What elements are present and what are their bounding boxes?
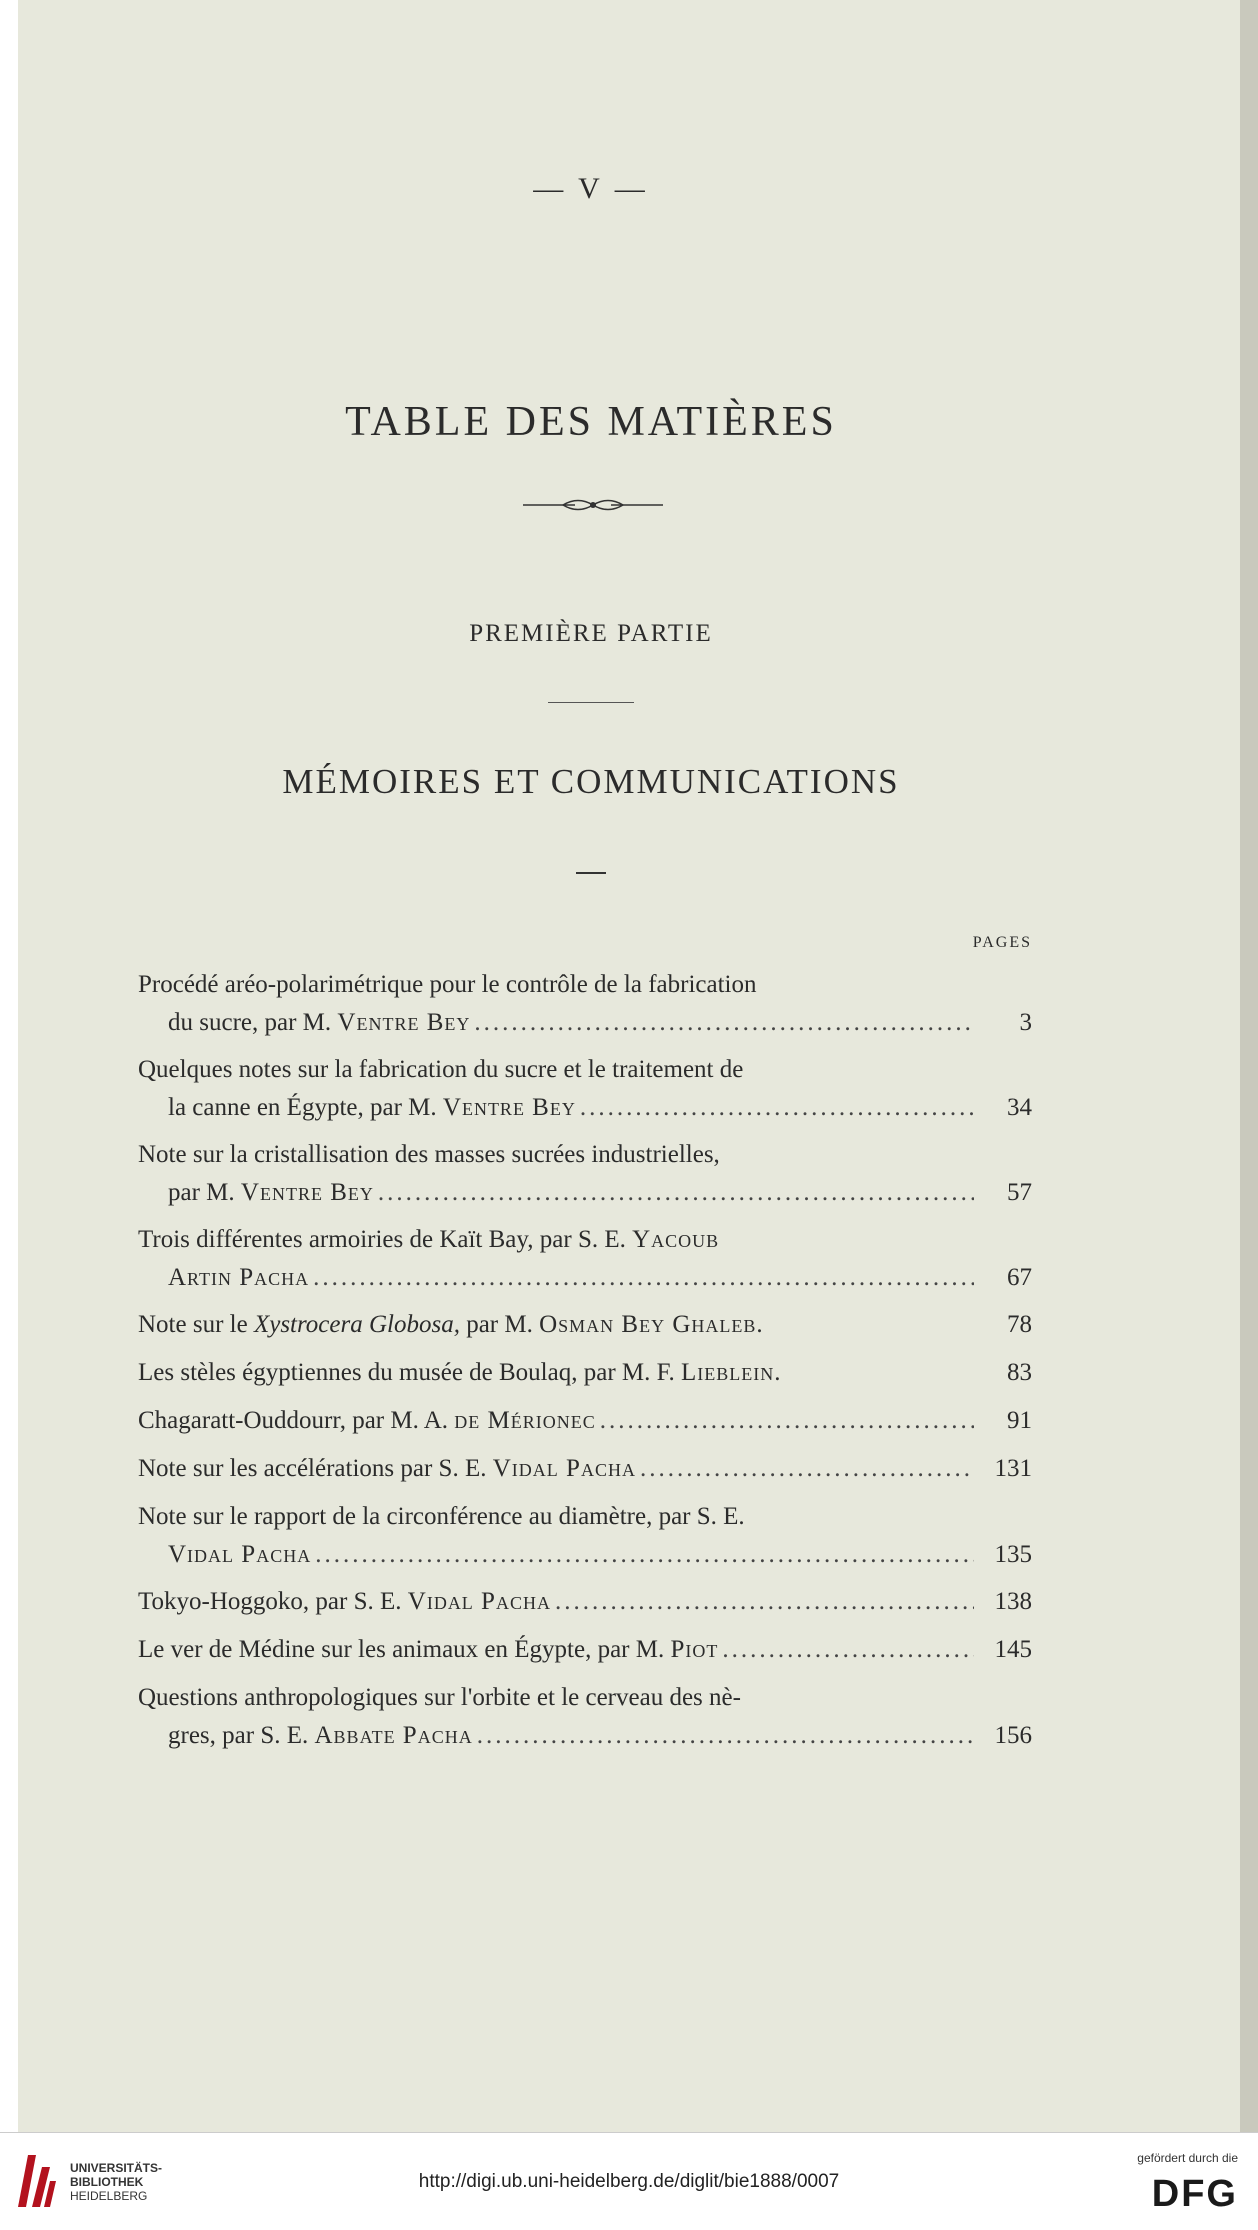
toc-entry-title: la canne en Égypte, par M. <box>168 1094 443 1121</box>
funding-label: gefördert durch die <box>1137 2151 1238 2165</box>
page-edge <box>1240 0 1258 2132</box>
toc-entry <box>138 1679 1032 1755</box>
toc-entry <box>138 1051 1032 1127</box>
toc-entry-author: Vidal Pacha <box>407 1588 551 1615</box>
short-rule <box>548 702 634 703</box>
section-title: MÉMOIRES ET COMMUNICATIONS <box>282 762 900 801</box>
toc-entry-page: 83 <box>1007 1359 1032 1386</box>
leader-dots <box>378 1174 974 1212</box>
leader-dots <box>313 1259 974 1297</box>
toc-entry-title: Trois différentes armoiries de Kaït Bay, par S. E. <box>138 1226 633 1253</box>
toc-entry-page: 78 <box>1007 1311 1032 1338</box>
leader-dots <box>722 1631 974 1669</box>
toc-entry-author: Piot <box>670 1636 719 1663</box>
toc-entry-page: 138 <box>994 1588 1032 1615</box>
toc-entry-page: 145 <box>994 1636 1032 1663</box>
toc-entry <box>138 1402 1032 1440</box>
toc-entry-page: 67 <box>1007 1264 1032 1291</box>
leader-dots <box>600 1402 974 1440</box>
table-of-contents <box>138 966 1032 1764</box>
toc-entry-page: 135 <box>994 1541 1032 1568</box>
toc-entry-author: Lieblein <box>681 1359 775 1386</box>
toc-entry-title: par M. <box>168 1179 241 1206</box>
page-title: TABLE DES MATIÈRES <box>345 399 837 445</box>
ornament-divider-icon <box>523 494 663 516</box>
toc-entry-title: par M. <box>459 1311 540 1338</box>
leader-dots <box>555 1583 974 1621</box>
toc-entry-page: 91 <box>1007 1407 1032 1434</box>
toc-entry-title: Les stèles égyptiennes du musée de Boulaq, par M. F. <box>138 1359 682 1386</box>
leader-dots <box>580 1089 974 1127</box>
toc-entry-title: Le ver de Médine sur les animaux en Égypte, par M. <box>138 1636 671 1663</box>
toc-entry <box>138 1631 1032 1669</box>
library-name: UNIVERSITÄTS- BIBLIOTHEK HEIDELBERG <box>70 2161 163 2203</box>
leader-dots <box>474 1004 974 1042</box>
toc-entry: Les stèles égyptiennes du musée de Boulaq, par M. F. Lieblein. 83 <box>138 1354 1032 1392</box>
toc-entry-title: Note sur la cristallisation des masses sucrées industrielles, <box>138 1141 720 1168</box>
page-number: — V — <box>533 172 649 205</box>
toc-entry-author: de Mérionec <box>454 1407 596 1434</box>
toc-entry: Note sur le Xystrocera Globosa, par M. Osman Bey Ghaleb. 78 <box>138 1306 1032 1344</box>
toc-entry-title: Note sur le <box>138 1311 254 1338</box>
toc-entry-author: Abbate Pacha <box>314 1722 473 1749</box>
toc-entry-author: Yacoub <box>632 1226 720 1253</box>
dfg-logo: DFG <box>1151 2173 1238 2215</box>
toc-entry-author: Vidal Pacha <box>168 1541 312 1568</box>
toc-entry-title: Tokyo-Hoggoko, par S. E. <box>138 1588 408 1615</box>
pages-column-header: PAGES <box>972 934 1032 951</box>
toc-entry-page: 3 <box>1019 1009 1032 1036</box>
toc-entry-title: Chagaratt-Ouddourr, par M. A. <box>138 1407 455 1434</box>
toc-entry-page: 57 <box>1007 1179 1032 1206</box>
toc-entry-author: Ventre Bey <box>240 1179 374 1206</box>
toc-entry-author: Ventre Bey <box>442 1094 576 1121</box>
toc-entry <box>138 1450 1032 1488</box>
toc-entry-page: 131 <box>994 1455 1032 1482</box>
leader-dots <box>477 1717 974 1755</box>
toc-entry <box>138 1583 1032 1621</box>
toc-entry <box>138 1498 1032 1574</box>
toc-entry <box>138 966 1032 1042</box>
toc-entry-author: Artin Pacha <box>168 1264 310 1291</box>
leader-dots <box>315 1536 974 1574</box>
toc-entry-title: du sucre, par M. <box>168 1009 338 1036</box>
toc-entry-author: Osman Bey Ghaleb <box>539 1311 757 1338</box>
part-title: PREMIÈRE PARTIE <box>469 620 713 647</box>
toc-entry-author: Vidal Pacha <box>492 1455 636 1482</box>
dash-rule <box>576 872 606 874</box>
toc-entry <box>138 1136 1032 1212</box>
scanned-page <box>18 0 1240 2132</box>
leader-dots <box>640 1450 974 1488</box>
toc-entry <box>138 1221 1032 1297</box>
toc-entry-species: Xystrocera Globosa, <box>253 1311 460 1338</box>
toc-entry-title: Note sur le rapport de la circonférence au diamètre, par S. E. <box>138 1503 745 1530</box>
permalink-url[interactable]: http://digi.ub.uni-heidelberg.de/diglit/bie1888/0007 <box>418 2171 840 2192</box>
toc-entry-author: Ventre Bey <box>337 1009 471 1036</box>
toc-entry-title: Procédé aréo-polarimétrique pour le contrôle de la fabrication <box>138 971 757 998</box>
toc-entry-title: Quelques notes sur la fabrication du sucre et le traitement de <box>138 1056 744 1083</box>
toc-entry-title: Questions anthropologiques sur l'orbite et le cerveau des nè- <box>138 1684 741 1711</box>
toc-entry-title: gres, par S. E. <box>168 1722 315 1749</box>
toc-entry-title: Note sur les accélérations par S. E. <box>138 1455 493 1482</box>
viewer-footer <box>0 2132 1258 2230</box>
toc-entry-page: 156 <box>994 1722 1032 1749</box>
toc-entry-page: 34 <box>1007 1094 1032 1121</box>
